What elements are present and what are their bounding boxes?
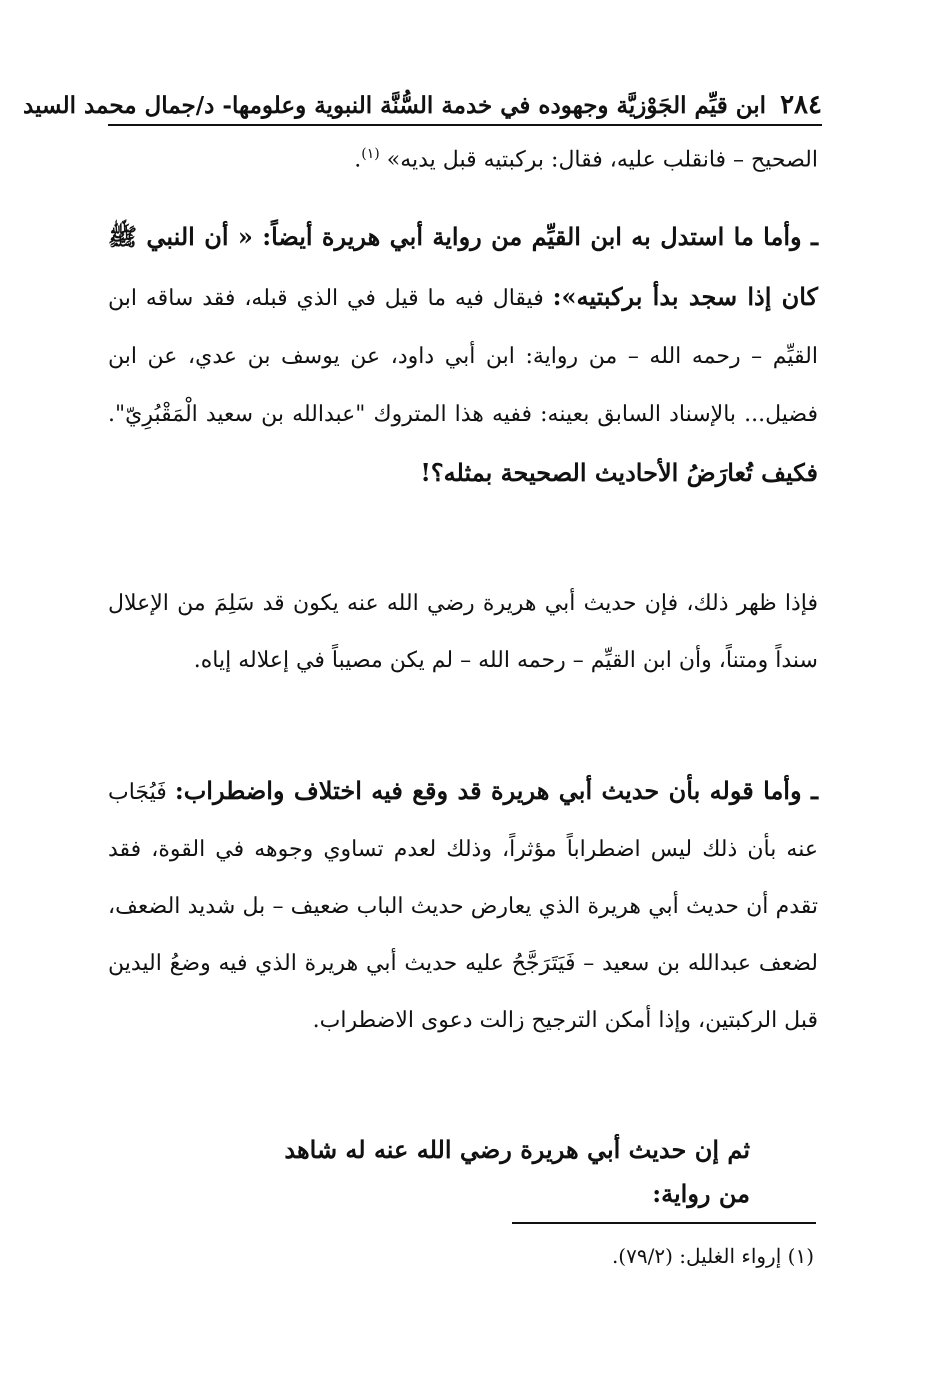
paragraph-5: ثم إن حديث أبي هريرة رضي الله عنه له شاهد من رواية: [284, 1135, 750, 1208]
footnote-rule [512, 1222, 816, 1224]
header-rule [108, 124, 822, 126]
paragraph-2 [108, 208, 818, 504]
footnote-reference: (١) [361, 146, 380, 162]
paragraph-3 [108, 575, 818, 689]
paragraph-2-tail: فكيف تُعارَضُ الأحاديث الصحيحة بمثله؟! [420, 458, 818, 487]
running-title: ابن قيِّم الجَوْزيَّة وجهوده في خدمة السُّنَّة النبوية وعلومها- د/جمال محمد السيد [23, 92, 767, 119]
paragraph-4-lead: ـ وأما قوله بأن حديث أبي هريرة قد وقع فيه اختلاف واضطراب: [174, 776, 818, 805]
page-number: ٢٨٤ [780, 90, 822, 120]
running-header [23, 88, 822, 122]
paragraph-1 [108, 132, 818, 182]
paragraph-1-tail: . [354, 147, 362, 173]
paragraph-4-text: فَيُجَاب عنه بأن ذلك ليس اضطراباً مؤثراً، وذلك لعدم تساوي وجوهه في القوة، فقد تقدم أن حديث أبي هريرة الذي يعارض حديث الباب ضعيف – بل شديد الضعف، لضعف عبدالله بن سعيد – فَيَتَرَجَّحُ عليه حديث أبي هريرة الذي فيه وضعُ اليدين قبل الركبتين، وإذا أمكن الترجيح زالت دعوى الاضطراب. [108, 780, 818, 1033]
footnote: (١) إرواء الغليل: (٧٩/٢). [611, 1244, 814, 1268]
paragraph-2-text: فيقال فيه ما قيل في الذي قبله، فقد ساقه ابن القيِّم – رحمه الله – من رواية: ابن أبي داود، عن يوسف بن عدي، عن ابن فضيل... بالإسناد السابق بعينه: ففيه هذا المتروك "عبدالله بن سعيد الْمَقْبُرِيّ". [108, 286, 818, 427]
paragraph-4 [108, 762, 818, 1049]
paragraph-3-text: فإذا ظهر ذلك، فإن حديث أبي هريرة رضي الله عنه يكون قد سَلِمَ من الإعلال سنداً ومتناً، وأن ابن القيِّم – رحمه الله – لم يكن مصيباً في إعلاله إياه. [108, 591, 818, 673]
paragraph-1-text: الصحيح – فانقلب عليه، فقال: بركبتيه قبل يديه» [379, 147, 818, 173]
paragraph-2-lead: ـ وأما ما استدل به ابن القيِّم من رواية أبي هريرة أيضاً: « أن النبي ﷺ كان إذا سجد بدأ بركبتيه»: [108, 222, 818, 311]
